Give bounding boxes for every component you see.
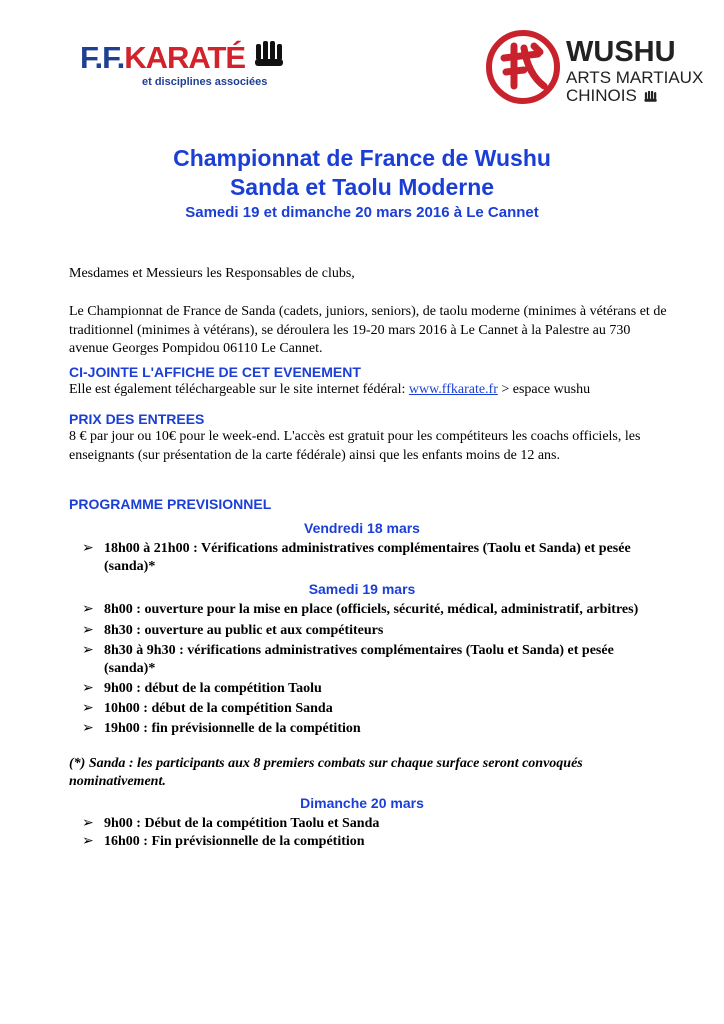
arrow-bullet-icon: ➢ (82, 834, 94, 849)
ffkarate-logo-prefix: F.F. (80, 40, 125, 75)
list-item (82, 833, 662, 851)
arrow-bullet-icon: ➢ (82, 701, 94, 716)
list-item-text: 8h30 : ouverture au public et aux compétiteurs (104, 623, 384, 638)
affiche-heading: CI-JOINTE L'AFFICHE DE CET EVENEMENT (69, 364, 361, 380)
salutation: Mesdames et Messieurs les Responsables de clubs, (69, 266, 355, 281)
affiche-paragraph (69, 381, 669, 400)
fist-icon (644, 90, 658, 103)
list-item-text: 8h00 : ouverture pour la mise en place (officiels, sécurité, médical, administratif, arbitres) (104, 602, 639, 617)
document-title-line-1: Championnat de France de Wushu (173, 145, 551, 171)
intro-paragraph: Le Championnat de France de Sanda (cadets, juniors, seniors), de taolu moderne (minimes à vétérans et de traditionnel (minimes à vétérans), se déroulera les 19-20 mars 2016 à Le Cannet à la Palestre au 730 avenue Georges Pompidou 06110 Le Cannet. (69, 304, 667, 356)
list-item (82, 720, 662, 738)
ffkarate-link[interactable]: www.ffkarate.fr (408, 382, 498, 397)
list-item (82, 680, 662, 698)
wushu-logo-title: WUSHU (566, 36, 676, 68)
wushu-logo-subtitle-1: ARTS MARTIAUX (566, 68, 704, 87)
list-item (82, 700, 662, 718)
prix-heading: PRIX DES ENTREES (69, 411, 205, 427)
list-item-text: 9h00 : Début de la compétition Taolu et Sanda (104, 816, 380, 831)
ffkarate-logo-subtitle: et disciplines associées (142, 76, 268, 88)
day-heading-saturday: Samedi 19 mars (308, 581, 416, 597)
list-item-text: 16h00 : Fin prévisionnelle de la compétition (104, 834, 365, 849)
arrow-bullet-icon: ➢ (82, 721, 94, 736)
programme-heading: PROGRAMME PREVISIONNEL (69, 496, 272, 512)
arrow-bullet-icon: ➢ (82, 602, 94, 617)
ffkarate-logo-text (80, 40, 245, 76)
document-subtitle: Samedi 19 et dimanche 20 mars 2016 à Le Cannet (185, 204, 539, 221)
list-item-text: 9h00 : début de la compétition Taolu (104, 681, 322, 696)
ffkarate-logo-word: KARATÉ (124, 40, 246, 75)
arrow-bullet-icon: ➢ (82, 681, 94, 696)
affiche-text-suffix: > espace wushu (497, 382, 591, 397)
document-title-line-2: Sanda et Taolu Moderne (229, 174, 495, 200)
list-item (82, 622, 662, 640)
affiche-text: Elle est également téléchargeable sur le site internet fédéral: (69, 382, 409, 397)
arrow-bullet-icon: ➢ (82, 541, 94, 556)
prix-paragraph: 8 € par jour ou 10€ pour le week-end. L'accès est gratuit pour les compétiteurs les coachs officiels, les enseignants (sur présentation de la carte fédérale) ainsi que les enfants moins de 12 ans. (69, 429, 641, 463)
fist-icon (254, 40, 286, 68)
arrow-bullet-icon: ➢ (82, 623, 94, 638)
wushu-logo-subtitle-2 (566, 86, 658, 106)
day-heading-friday: Vendredi 18 mars (304, 520, 420, 536)
day-heading-sunday: Dimanche 20 mars (300, 795, 424, 811)
list-item-text: 8h30 à 9h30 : vérifications administratives complémentaires (Taolu et Sanda) et pesée (sanda)* (104, 643, 614, 676)
list-item-text: 10h00 : début de la compétition Sanda (104, 701, 333, 716)
wushu-emblem-icon (484, 28, 562, 106)
list-item (82, 601, 662, 619)
ffkarate-logo (80, 36, 285, 100)
arrow-bullet-icon: ➢ (82, 643, 94, 658)
list-item (82, 642, 662, 678)
list-item-text: 18h00 à 21h00 : Vérifications administratives complémentaires (Taolu et Sanda) et pesée (sanda)* (104, 541, 631, 574)
sanda-note: (*) Sanda : les participants aux 8 premiers combats sur chaque surface seront convoqués nominativement. (69, 756, 583, 789)
list-item-text: 19h00 : fin prévisionnelle de la compétition (104, 721, 361, 736)
list-item (82, 540, 662, 576)
arrow-bullet-icon: ➢ (82, 816, 94, 831)
list-item (82, 815, 662, 833)
wushu-logo (484, 28, 704, 108)
wushu-logo-subtitle-2-text: CHINOIS (566, 86, 637, 105)
